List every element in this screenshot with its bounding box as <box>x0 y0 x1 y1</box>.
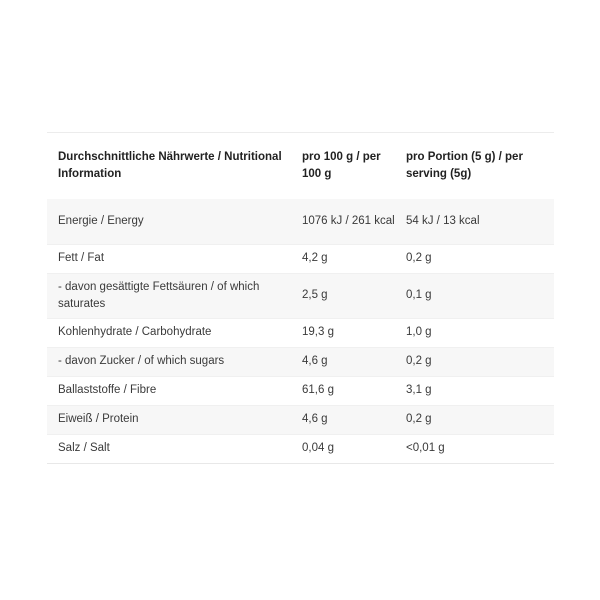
table-row-sugars <box>47 347 554 376</box>
table-row-fibre <box>47 376 554 405</box>
header-row <box>47 133 554 199</box>
nutrition-table-container <box>47 132 554 464</box>
value-per-100g: 1076 kJ / 261 kcal <box>302 214 395 227</box>
table-row-carbohydrate <box>47 318 554 347</box>
nutrient-name: Fett / Fat <box>58 252 105 264</box>
table-row-salt <box>47 434 554 463</box>
table-row-energy <box>47 199 554 244</box>
value-per-100g: 2,5 g <box>302 289 328 301</box>
value-per-100g: 61,6 g <box>302 384 334 396</box>
nutrition-table <box>47 133 554 464</box>
value-per-100g: 4,6 g <box>302 413 328 425</box>
value-per-serving: 3,1 g <box>406 384 432 396</box>
header-per-100g: pro 100 g / per 100 g <box>302 151 381 180</box>
value-per-serving: 1,0 g <box>406 326 432 338</box>
value-per-serving: 54 kJ / 13 kcal <box>406 214 480 227</box>
nutrient-name: - davon gesättigte Fettsäuren / of which saturates <box>58 280 260 310</box>
value-per-100g: 19,3 g <box>302 326 334 338</box>
header-nutrient: Durchschnittliche Nährwerte / Nutritional Information <box>58 151 282 180</box>
header-per-serving: pro Portion (5 g) / per serving (5g) <box>406 151 523 180</box>
nutrient-name: Salz / Salt <box>58 442 110 454</box>
value-per-serving: <0,01 g <box>406 442 445 454</box>
nutrient-name: Ballaststoffe / Fibre <box>58 384 157 396</box>
value-per-serving: 0,2 g <box>406 355 432 367</box>
nutrient-name: Kohlenhydrate / Carbohydrate <box>58 326 212 338</box>
value-per-100g: 4,6 g <box>302 355 328 367</box>
value-per-serving: 0,2 g <box>406 252 432 264</box>
table-row-saturates <box>47 273 554 318</box>
value-per-serving: 0,1 g <box>406 289 432 301</box>
table-row-protein <box>47 405 554 434</box>
nutrient-name: - davon Zucker / of which sugars <box>58 355 225 367</box>
value-per-100g: 4,2 g <box>302 252 328 264</box>
value-per-serving: 0,2 g <box>406 413 432 425</box>
value-per-100g: 0,04 g <box>302 442 334 454</box>
table-row-fat <box>47 244 554 273</box>
table-body <box>47 199 554 463</box>
nutrient-name: Eiweiß / Protein <box>58 413 139 425</box>
table-header <box>47 133 554 199</box>
nutrient-name: Energie / Energy <box>58 214 144 227</box>
